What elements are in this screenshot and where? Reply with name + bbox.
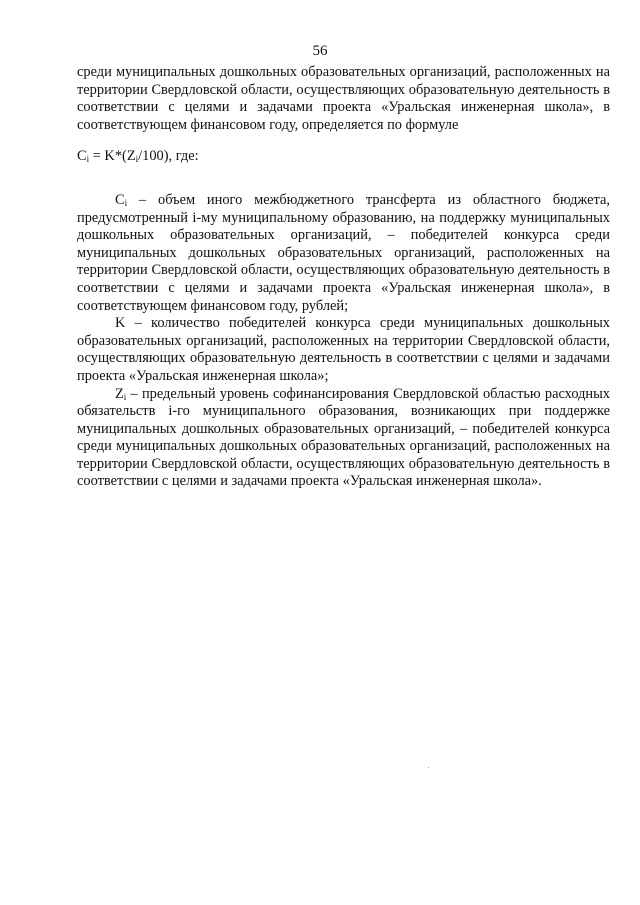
definition-subscript: i [123, 391, 127, 402]
definition-subscript: i [124, 197, 128, 208]
formula-rhs-subscript: i [135, 154, 139, 165]
formula-middle: = K*(Z [89, 148, 136, 165]
definition-symbol: Z [115, 385, 124, 402]
formula [77, 148, 610, 166]
page-number: 56 [312, 43, 328, 59]
definition-text: – количество победителей конкурса среди муниципальных дошкольных образовательных организаций, расположенных на территории Свердловской области, осуществляющих образовательную деятельность в соответствии с целями и задачами проекта «Уральская инженерная школа»; [77, 315, 610, 384]
definition-symbol: K [115, 315, 126, 332]
definition-ci [77, 192, 610, 315]
definition-k [77, 315, 610, 385]
intro-paragraph: среди муниципальных дошкольных образовательных организаций, расположенных на территории Свердловской области, осуществляющих образовательную деятельность в соответствии с целями и задачами проекта «Уральская инженерная школа», в соответствующем финансовом году, определяется по формуле [77, 64, 610, 133]
definition-zi [77, 386, 610, 492]
definition-text: – объем иного межбюджетного трансферта из областного бюджета, предусмотренный i-му муниципальному образованию, на поддержку муниципальных дошкольных образовательных организаций, – победителей конкурса среди муниципальных дошкольных образовательных организаций, расположенных на территории Свердловской области, осуществляющих образовательную деятельность в соответствии с целями и задачами проекта «Уральская инженерная школа», в соответствующем финансовом году, рублей; [77, 191, 610, 314]
formula-lhs-subscript: i [86, 154, 90, 165]
document-body [77, 64, 610, 491]
formula-lhs-symbol: C [77, 148, 87, 165]
formula-tail: /100), где: [138, 148, 199, 165]
definition-symbol: C [115, 191, 125, 208]
formula-spacer [77, 182, 610, 192]
definition-text: – предельный уровень софинансирования Свердловской областью расходных обязательств i-го муниципального образования, возникающих при поддержке муниципальных дошкольных образовательных организаций, – победителей конкурса среди муниципальных дошкольных образовательных организаций, расположенных на территории Свердловской области, осуществляющих образовательную деятельность в соответствии с целями и задачами проекта «Уральская инженерная школа». [77, 385, 610, 490]
scan-speck [428, 767, 429, 768]
